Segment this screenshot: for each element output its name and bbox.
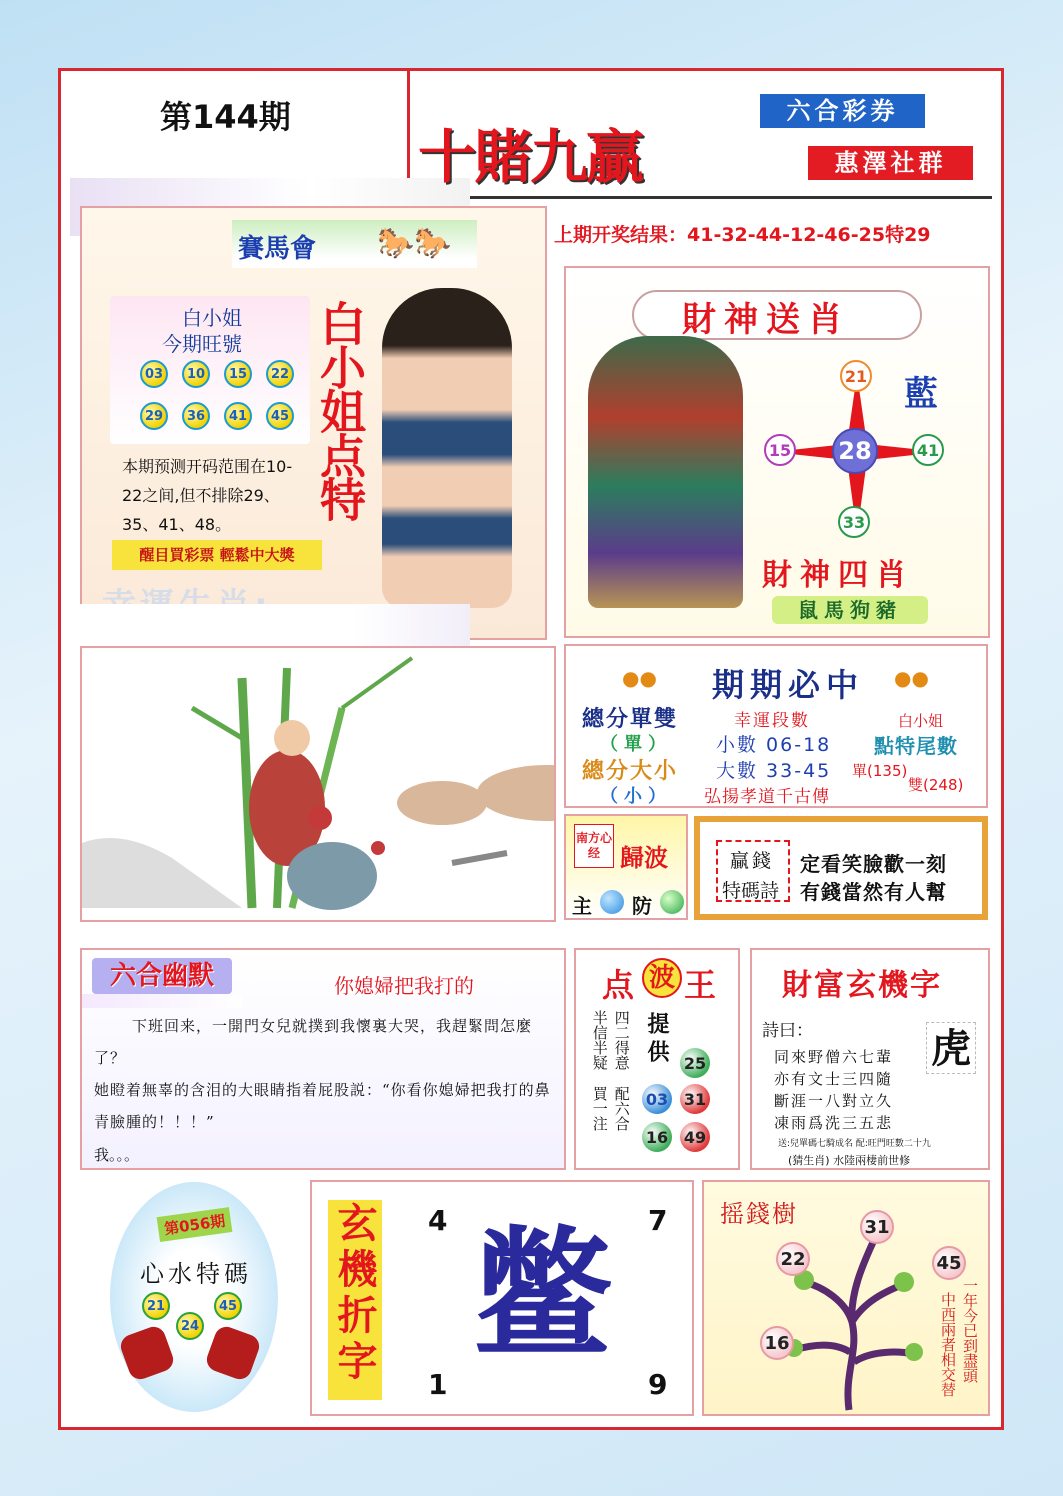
- wave-king-col-1: 半信半疑: [590, 1010, 609, 1070]
- lucky-segment-label: 幸運段數: [734, 711, 810, 731]
- miss-number-ball: 15: [224, 360, 252, 388]
- wave-king-title-2: 波: [642, 958, 682, 998]
- fortune-poem-line: 斷涯一八對立久: [774, 1092, 894, 1110]
- money-tree-ball: 31: [860, 1210, 894, 1244]
- fortune-poem-line: 同來野僧六七輩: [774, 1048, 894, 1066]
- small-range: 小數 06-18: [716, 734, 832, 756]
- sum-big-small-value: （小）: [600, 786, 672, 807]
- bamboo-scene: [82, 648, 554, 920]
- bikini-model: [382, 288, 512, 608]
- humor-paragraph-2: 她瞪着無辜的含泪的大眼睛指着屁股説：“你看你媳婦把我打的鼻青臉腫的！！！”: [94, 1081, 551, 1131]
- money-tree-title: 摇錢樹: [720, 1200, 798, 1228]
- humor-tag: 六合幽默: [92, 958, 232, 994]
- coin-icon-left: ●●: [622, 666, 657, 690]
- money-tree-ball: 16: [760, 1326, 794, 1360]
- humor-paragraph-3: 我。。。: [94, 1146, 140, 1164]
- wealth-title: 財神送肖: [682, 300, 850, 340]
- wave-king-col-2b: 配六合: [612, 1086, 631, 1131]
- wave-main-label: 主: [572, 894, 592, 918]
- zodiac-strip: 鼠馬狗豬: [772, 596, 928, 624]
- heart-number-ball: 45: [214, 1292, 242, 1320]
- fortune-panel: [750, 948, 990, 1170]
- riddle-label: 玄機折字: [331, 1202, 378, 1386]
- fortune-poem-line: 凍雨爲洗三五悲: [774, 1114, 894, 1132]
- fortune-title: 財富玄機字: [782, 968, 942, 1003]
- humor-panel: [80, 948, 566, 1170]
- miss-number-ball: 22: [266, 360, 294, 388]
- badge-lottery: 六合彩券: [760, 94, 925, 128]
- last-result: 上期开奖结果：41-32-44-12-46-25特29: [554, 224, 931, 246]
- wave-title: 歸波: [620, 843, 668, 872]
- must-win-title: 期期必中: [712, 666, 865, 704]
- wave-king-title-3: 王: [684, 966, 717, 1004]
- miss-number-ball: 10: [182, 360, 210, 388]
- header-line: [410, 196, 992, 199]
- poem-panel: [694, 816, 988, 920]
- sum-odd-even: 總分單雙: [582, 706, 679, 732]
- wave-king-title-1: 点: [602, 966, 635, 1004]
- riddle-num-br: 9: [648, 1368, 668, 1401]
- issue-number: 第144期: [160, 98, 291, 136]
- compass-top: 21: [840, 360, 872, 392]
- miss-bai-panel: [80, 206, 547, 640]
- compass-left: 15: [764, 434, 796, 466]
- heart-panel: [80, 1178, 302, 1422]
- sum-odd-even-value: （單）: [600, 734, 672, 755]
- money-tree-ball: 45: [932, 1246, 966, 1280]
- tail-number-label: 點特尾數: [874, 734, 958, 758]
- wave-king-ball: 03: [642, 1084, 672, 1114]
- header-divider: [407, 70, 410, 180]
- big-range: 大數 33-45: [716, 760, 832, 782]
- riddle-panel: [310, 1180, 694, 1416]
- miss-number-ball: 41: [224, 402, 252, 430]
- fortune-big-char: 虎: [926, 1022, 976, 1074]
- wave-panel: [564, 814, 688, 920]
- filial-slogan: 弘揚孝道千古傳: [704, 787, 830, 807]
- odd-tail: 單(135): [852, 762, 908, 780]
- coin-icon-right: ●●: [894, 666, 929, 690]
- wave-king-provide: 提供: [644, 1012, 670, 1068]
- wave-king-col-1b: 買一注: [590, 1086, 609, 1131]
- compass-center: 28: [832, 428, 878, 474]
- badge-community: 惠澤社群: [808, 146, 973, 180]
- humor-title: 你媳婦把我打的: [334, 974, 474, 998]
- compass-right: 41: [912, 434, 944, 466]
- riddle-num-tr: 7: [648, 1204, 668, 1237]
- miss-number-ball: 03: [140, 360, 168, 388]
- fortune-poem-label: 詩曰：: [762, 1021, 813, 1041]
- wave-king-ball: 31: [680, 1084, 710, 1114]
- wealth-god-panel: [564, 266, 990, 638]
- wave-king-ball: 25: [680, 1048, 710, 1078]
- poem-label-1: 贏錢: [730, 850, 775, 872]
- compass-bottom: 33: [838, 506, 870, 538]
- wave-king-ball: 16: [642, 1122, 672, 1152]
- fortune-footer-2: (猜生肖) 水陸兩棲前世修: [788, 1154, 911, 1167]
- poem-line-1: 定看笑臉歡一刻: [800, 852, 947, 876]
- wave-king-panel: [574, 948, 740, 1170]
- miss-title-1: 白小姐: [182, 306, 242, 330]
- horse-icon: 🐎🐎: [377, 226, 452, 261]
- sum-big-small: 總分大小: [582, 758, 679, 784]
- heart-title: 心水特碼: [140, 1260, 252, 1288]
- money-tree-ball: 22: [776, 1242, 810, 1276]
- forecast-text: 本期预测开码范围在10-22之间,但不排除29、35、41、48。: [122, 457, 293, 534]
- fortune-footer-1: 送:兒單碼七騎成名 配:旺門旺數二十九: [778, 1139, 931, 1149]
- miss-vertical-title: 白小姐点特: [313, 300, 367, 520]
- wealth-god-figure: [588, 336, 743, 608]
- heart-issue: 第056期: [157, 1207, 233, 1242]
- miss-number-ball: 36: [182, 402, 210, 430]
- humor-blur-strip: [82, 994, 242, 1008]
- must-win-panel: [564, 644, 988, 808]
- color-word: 藍: [904, 374, 938, 414]
- fortune-poem-line: 亦有文士三四隨: [774, 1070, 894, 1088]
- blue-wave-ball: [600, 890, 624, 914]
- miss-title-2: 今期旺號: [162, 332, 242, 356]
- green-wave-ball: [660, 890, 684, 914]
- miss-number-ball: 29: [140, 402, 168, 430]
- poem-line-2: 有錢當然有人幫: [800, 880, 947, 904]
- horse-banner-text: 賽馬會: [238, 234, 317, 264]
- wealth-subtitle: 財神四肖: [762, 558, 914, 593]
- riddle-num-bl: 1: [428, 1368, 448, 1401]
- brand-title: 十賭九贏: [418, 123, 643, 191]
- bamboo-illustration: [80, 646, 556, 922]
- wave-king-ball: 49: [680, 1122, 710, 1152]
- miss-bai-small: 白小姐: [898, 712, 944, 730]
- poem-label-2: 特碼詩: [722, 880, 780, 902]
- lucky-blur-strip: [80, 604, 470, 646]
- riddle-num-tl: 4: [428, 1204, 448, 1237]
- money-tree-poem-1: 一年今已到盡頭: [961, 1278, 979, 1383]
- riddle-char: 鳖: [472, 1214, 613, 1378]
- money-tree-poem-2: 中西兩者相交替: [939, 1292, 957, 1397]
- money-tree-panel: [702, 1180, 990, 1416]
- humor-paragraph-1: 下班回来，一開門女兒就撲到我懷裏大哭，我趕緊問怎麼了？: [94, 1017, 533, 1067]
- miss-number-ball: 45: [266, 402, 294, 430]
- heart-number-ball: 24: [176, 1312, 204, 1340]
- heart-number-ball: 21: [142, 1292, 170, 1320]
- wave-king-col-2: 四二得意: [612, 1010, 631, 1070]
- wave-logo: 南方心经: [574, 824, 614, 868]
- wave-guard-label: 防: [632, 894, 652, 918]
- slogan: 醒目買彩票 輕鬆中大獎: [112, 540, 322, 570]
- even-tail: 雙(248): [908, 776, 964, 794]
